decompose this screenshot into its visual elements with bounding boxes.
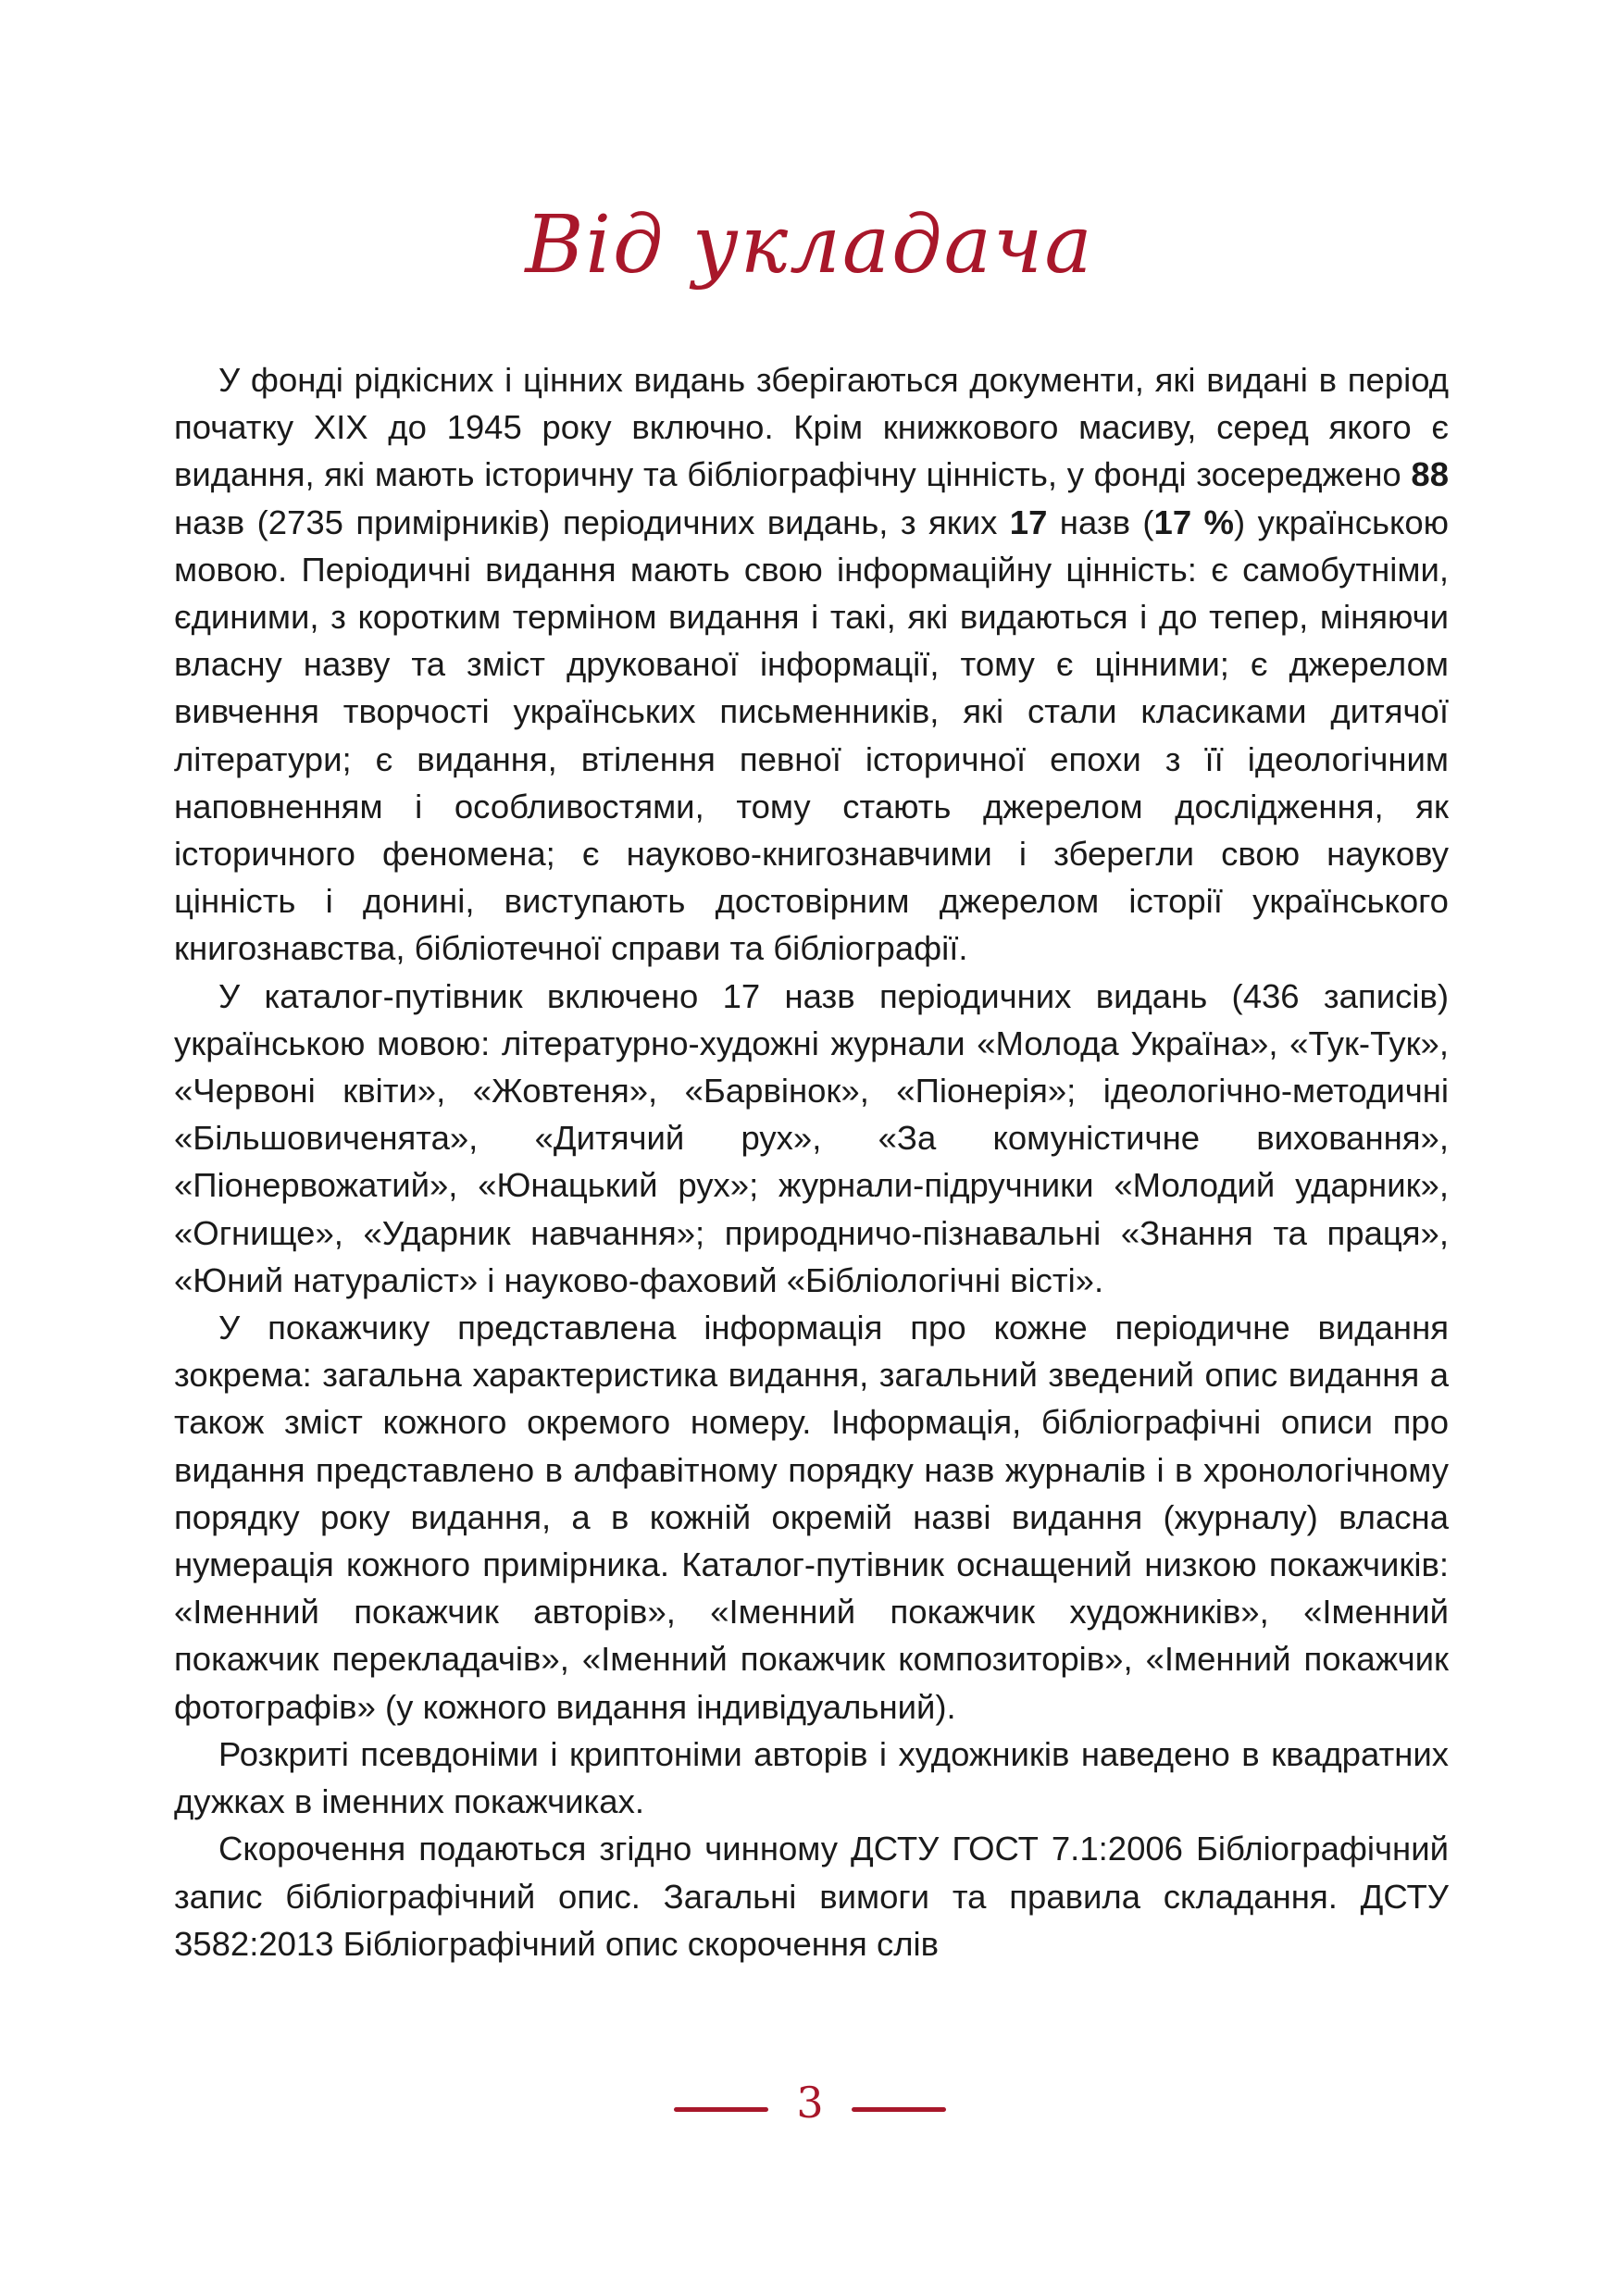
page-title: Від укладача (525, 199, 1094, 292)
paragraph-1-text-2: назв (2735 примірників) періодичних видань, з яких (174, 503, 1010, 541)
paragraph-1-text-4: ) українською мовою. Періодичні видання мають свою інформаційну цінність: є самобутніми, єдиними, з коротким терміном видання і такі, які видаються і до тепер, міняючи власну назву та зміст друкованої інформації, тому є цінними; є джерелом вивчення творчості українських письменників, які стали класиками дитячої літератури; є видання, втілення певної історичної епохи з її ідеологічним наповненням і особливостями, тому стають джерелом дослідження, як історичного феномена; є науково-книгознавчими і зберегли свою наукову цінність і донині, виступають достовірним джерелом історії українського книгознавства, бібліотечної справи та бібліографії. (174, 503, 1450, 968)
footer-rule-left (674, 2107, 768, 2112)
footer-rule-right (852, 2107, 946, 2112)
paragraph-4: Розкриті псевдоніми і криптоніми авторів і художників наведено в квадратних дужках в іменних покажчиках. (174, 1734, 1449, 1821)
body-text (174, 356, 1449, 1967)
paragraph-3: У покажчику представлена інформація про кожне періодичне видання зокрема: загальна характеристика видання, загальний зведений опис видання а також зміст кожного окремого номеру. Інформація, бібліографічні описи про видання представлено в алфавітному порядку назв журналів і в хронологічному порядку року видання, а в кожній окремій назві видання (журналу) власна нумерація кожного примірника. Каталог-путівник оснащений низкою покажчиків: «Іменний покажчик авторів», «Іменний покажчик художників», «Іменний покажчик перекладачів», «Іменний покажчик композиторів», «Іменний покажчик фотографів» (у кожного видання індивідуальний). (174, 1309, 1449, 1726)
paragraph-1-text-1: У фонді рідкісних і цінних видань зберігаються документи, які видані в період початку XIX до 1945 року включно. Крім книжкового масиву, серед якого є видання, які мають історичну та бібліографічну цінність, у фонді зосереджено (174, 361, 1449, 494)
bold-count-total: 88 (1411, 455, 1449, 494)
paragraph-1 (174, 356, 1449, 973)
bold-count-ukrainian: 17 (1009, 503, 1048, 541)
page-footer (0, 2078, 1619, 2142)
page-number: 3 (796, 2078, 824, 2128)
bold-percent: 17 % (1153, 503, 1235, 541)
paragraph-5: Скорочення подаються згідно чинному ДСТУ ГОСТ 7.1:2006 Бібліографічний запис бібліографічний опис. Загальні вимоги та правила складання. ДСТУ 3582:2013 Бібліографічний опис скорочення слів (174, 1830, 1449, 1963)
paragraph-2: У каталог-путівник включено 17 назв періодичних видань (436 записів) українською мовою: літературно-художні журнали «Молода Україна», «Тук-Тук», «Червоні квіти», «Жовтеня», «Барвінок», «Піонерія»; ідеологічно-методичні «Більшовиченята», «Дитячий рух», «За комуністичне виховання», «Піонервожатий», «Юнацький рух»; журнали-підручники «Молодий ударник», «Огнище», «Ударник навчання»; природничо-пізнавальні «Знання та праця», «Юний натураліст» і науково-фаховий «Бібліологічні вісті». (174, 976, 1449, 1299)
paragraph-1-text-3: назв ( (1047, 503, 1154, 541)
